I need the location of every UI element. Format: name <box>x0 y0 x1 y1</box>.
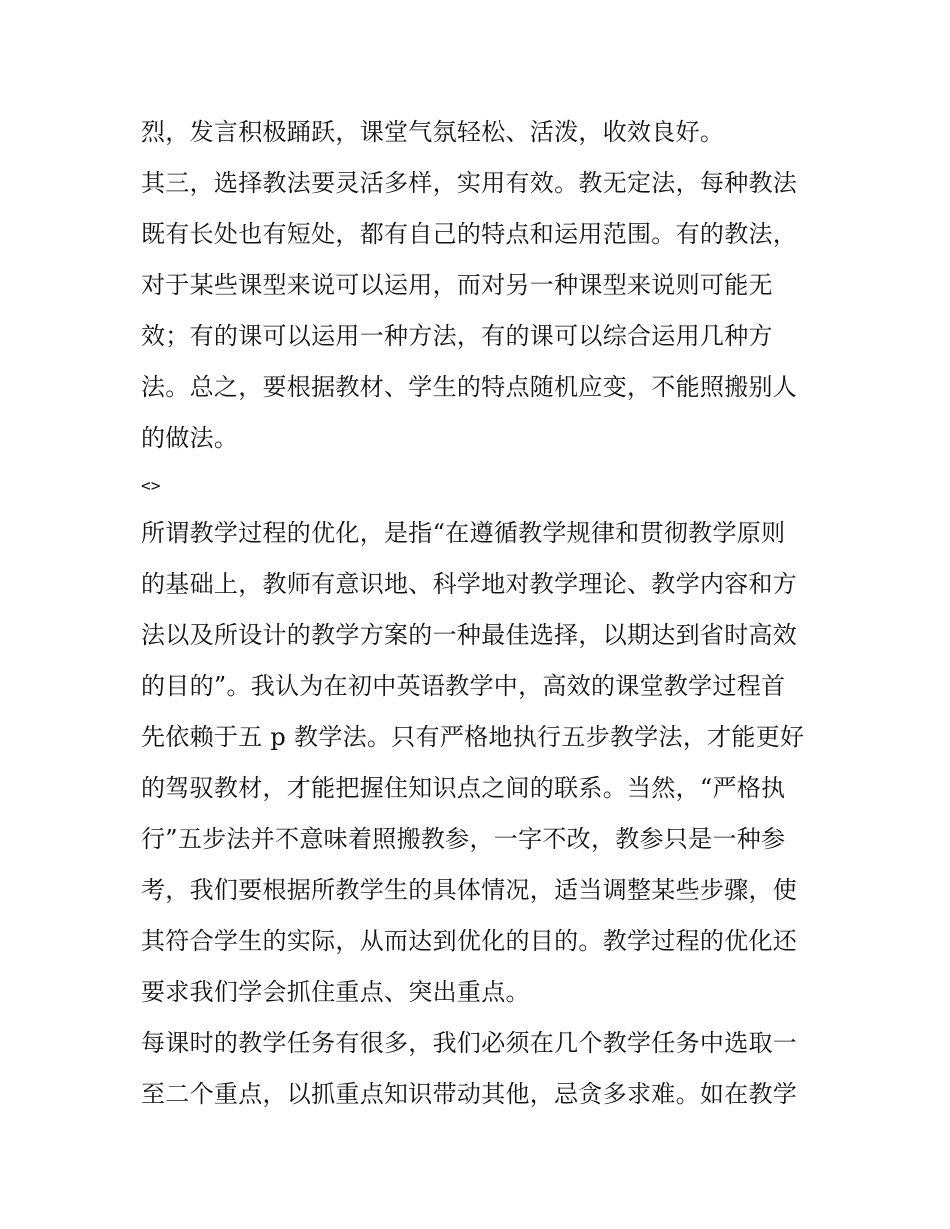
text-line: 至二个重点，以抓重点知识带动其他，忌贪多求难。如在教学 <box>141 1080 798 1108</box>
text-line: 考，我们要根据所教学生的具体情况，适当调整某些步骤，使 <box>141 876 798 904</box>
text-line: 先依赖于五 p 教学法。只有严格地执行五步教学法，才能更好 <box>141 723 805 751</box>
document-page <box>141 107 813 1120</box>
text-line: 的基础上，教师有意识地、科学地对教学理论、教学内容和方 <box>141 570 798 598</box>
text-line: 效；有的课可以运用一种方法，有的课可以综合运用几种方 <box>141 322 773 350</box>
text-line: 行”五步法并不意味着照搬教参，一字不改，教参只是一种参 <box>141 825 786 853</box>
text-line: 要求我们学会抓住重点、突出重点。 <box>141 978 530 1006</box>
text-line: 法。总之，要根据教材、学生的特点随机应变，不能照搬别人 <box>141 373 798 401</box>
text-line: 的做法。 <box>141 424 239 452</box>
text-line: 所谓教学过程的优化，是指“在遵循教学规律和贯彻教学原则 <box>141 519 786 547</box>
text-line: 既有长处也有短处，都有自己的特点和运用范围。有的教法， <box>141 220 798 248</box>
text-line: 法以及所设计的教学方案的一种最佳选择，以期达到省时高效 <box>141 621 798 649</box>
text-line: 其符合学生的实际，从而达到优化的目的。教学过程的优化还 <box>141 927 798 955</box>
section-marker: <> <box>141 476 161 495</box>
text-line: 每课时的教学任务有很多，我们必须在几个教学任务中选取一 <box>141 1029 798 1057</box>
text-line: 的驾驭教材，才能把握住知识点之间的联系。当然，“严格执 <box>141 774 786 802</box>
text-line: 的目的”。我认为在初中英语教学中，高效的课堂教学过程首 <box>141 672 786 700</box>
text-line: 对于某些课型来说可以运用，而对另一种课型来说则可能无 <box>141 271 773 299</box>
text-line: 其三，选择教法要灵活多样，实用有效。教无定法，每种教法 <box>141 169 798 197</box>
text-line: 烈，发言积极踊跃，课堂气氛轻松、活泼，收效良好。 <box>141 118 725 146</box>
